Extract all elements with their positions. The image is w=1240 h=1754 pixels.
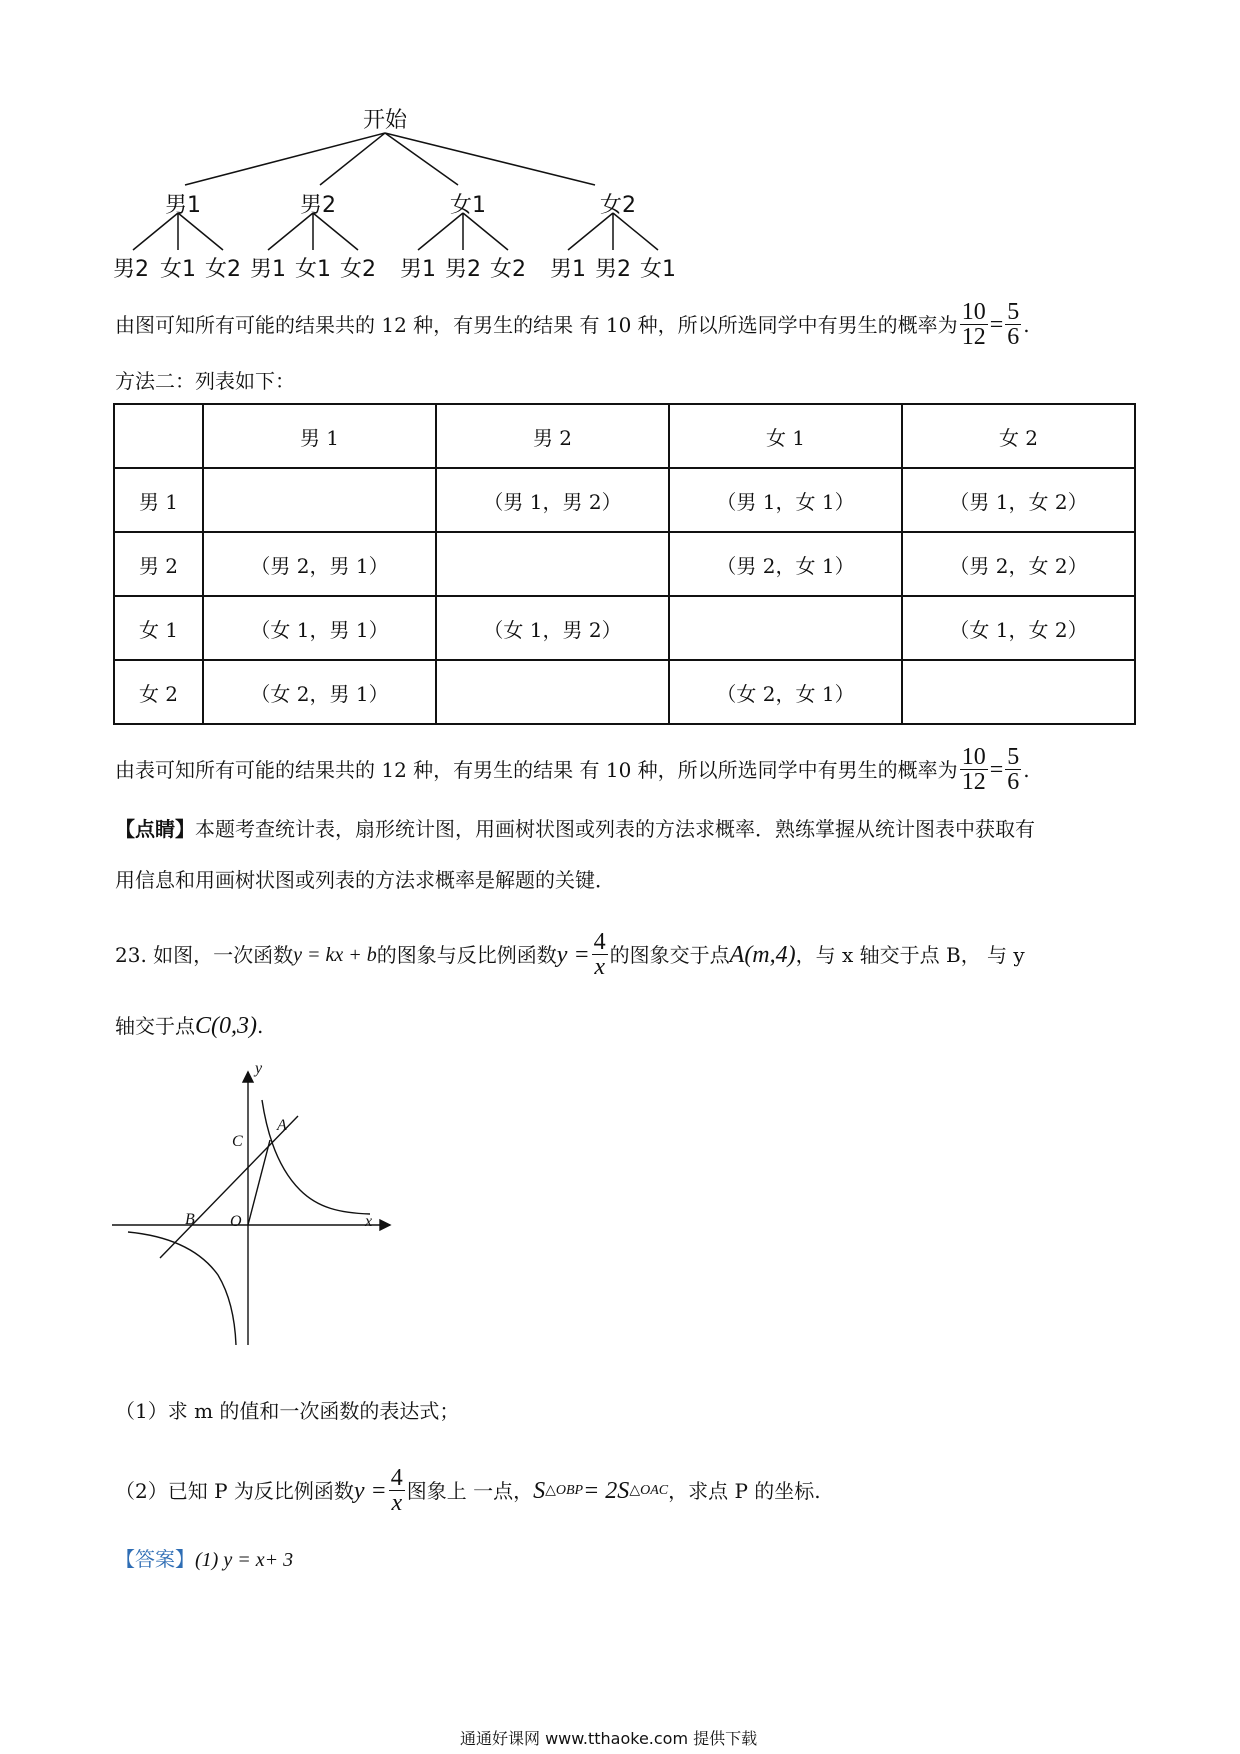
tree-node: 男2	[300, 193, 336, 218]
page-footer: 通通好课网 www.tthaoke.com 提供下载	[460, 1729, 758, 1748]
table-cell	[436, 660, 669, 724]
fraction-denominator: 6	[1007, 769, 1020, 795]
table-header-cell: 男 2	[436, 404, 669, 468]
tree-conclusion	[115, 300, 1030, 349]
question-23-line1	[115, 930, 1025, 979]
fraction-denominator: 6	[1007, 324, 1020, 350]
row-label: 女 2	[114, 660, 203, 724]
table-cell: （男 2，男 1）	[203, 532, 436, 596]
table-row	[114, 532, 1135, 596]
table-cell: （男 2，女 1）	[669, 532, 902, 596]
fraction-numerator: 5	[1007, 744, 1020, 770]
table-conclusion-text: 由表可知所有可能的结果共的 12 种，有男生的结果 有 10 种，所以所选同学中有男生的概率为	[115, 757, 958, 782]
table-cell: （女 2，女 1）	[669, 660, 902, 724]
q23-text: 的图象与反比例函数	[376, 942, 557, 967]
area-subscript: △OBP	[545, 1482, 584, 1498]
table-corner-cell	[114, 404, 203, 468]
tree-conclusion-text: 由图可知所有可能的结果共的 12 种，有男生的结果 有 10 种，所以所选同学中有男生的概率为	[115, 312, 958, 337]
equals-sign: =	[989, 311, 1004, 338]
row-label: 女 1	[114, 596, 203, 660]
fraction-numerator: 10	[961, 299, 986, 325]
table-header-cell: 女 2	[902, 404, 1135, 468]
q23-text: 23. 如图，一次函数	[115, 942, 294, 967]
x-axis-label: x	[365, 1213, 373, 1230]
tree-leaf: 男2	[113, 257, 149, 282]
y-equals: y =	[556, 941, 590, 968]
dianjing-text: 本题考查统计表，扇形统计图，用画树状图或列表的方法求概率．熟练掌握从统计图表中获取有	[195, 817, 1035, 841]
fraction-5-6	[1005, 745, 1021, 794]
q23-text: .	[257, 1014, 264, 1038]
table-cell: （男 1，男 2）	[436, 468, 669, 532]
table-header-row	[114, 404, 1135, 468]
point-b-label: B	[185, 1211, 195, 1228]
area-eq: = 2S	[583, 1477, 630, 1504]
fraction-5-6	[1005, 300, 1021, 349]
fraction-10-12	[960, 300, 988, 349]
dianjing-tag: 【点睛】	[115, 817, 195, 841]
tree-leaf: 男1	[250, 257, 286, 282]
tree-leaf: 男2	[595, 257, 631, 282]
tree-leaf: 女2	[490, 257, 526, 282]
tree-leaf: 女1	[295, 257, 331, 282]
fraction-4-over-x	[389, 1466, 405, 1515]
answer-tag: 【答案】	[115, 1547, 195, 1571]
tree-leaf: 女2	[205, 257, 241, 282]
fraction-denominator: 12	[961, 324, 986, 350]
period: .	[1023, 312, 1030, 337]
linear-function: y = kx + b	[293, 943, 377, 966]
table-cell: （女 1，男 1）	[203, 596, 436, 660]
tree-leaf: 女1	[640, 257, 676, 282]
dianjing-line2: 用信息和用画树状图或列表的方法求概率是解题的关键．	[115, 868, 615, 892]
y-equals: y =	[353, 1477, 387, 1504]
fraction-numerator: 4	[593, 929, 606, 955]
tree-leaf: 男2	[445, 257, 481, 282]
table-cell: （女 1，男 2）	[436, 596, 669, 660]
table-row	[114, 596, 1135, 660]
q23-text: 轴交于点	[115, 1014, 195, 1038]
tree-node: 男1	[165, 193, 201, 218]
area-s: S	[533, 1477, 546, 1504]
origin-label: O	[230, 1213, 242, 1230]
fraction-4-over-x	[592, 930, 608, 979]
fraction-denominator: 12	[961, 769, 986, 795]
table-cell: （男 1，女 2）	[902, 468, 1135, 532]
fraction-10-12	[960, 745, 988, 794]
table-header-cell: 女 1	[669, 404, 902, 468]
part2-text: ，求点 P 的坐标.	[668, 1478, 821, 1503]
table-cell: （女 1，女 2）	[902, 596, 1135, 660]
table-cell	[669, 596, 902, 660]
row-label: 男 2	[114, 532, 203, 596]
part2-text: （2）已知 P 为反比例函数	[115, 1478, 354, 1503]
coordinate-graph	[0, 1060, 420, 1350]
answer-line	[115, 1545, 293, 1574]
table-cell: （男 1，女 1）	[669, 468, 902, 532]
fraction-numerator: 10	[961, 744, 986, 770]
period: .	[1023, 757, 1030, 782]
table-cell: （男 2，女 2）	[902, 532, 1135, 596]
table-cell	[436, 532, 669, 596]
tree-leaf: 男1	[550, 257, 586, 282]
table-cell	[902, 660, 1135, 724]
point-c: C(0,3)	[195, 1013, 257, 1039]
table-conclusion	[115, 745, 1030, 794]
row-label: 男 1	[114, 468, 203, 532]
table-row	[114, 660, 1135, 724]
tree-node: 女2	[600, 193, 636, 218]
tree-leaf: 女2	[340, 257, 376, 282]
part2-text: 图象上 一点，	[406, 1478, 534, 1503]
y-axis-label: y	[255, 1060, 263, 1077]
table-cell: （女 2，男 1）	[203, 660, 436, 724]
fraction-denominator: x	[594, 954, 605, 980]
tree-leaf: 男1	[400, 257, 436, 282]
fraction-numerator: 4	[390, 1465, 403, 1491]
q23-text: ，与 x 轴交于点 B， 与 y	[795, 942, 1025, 967]
point-a: A(m,4)	[729, 941, 796, 968]
table-row	[114, 468, 1135, 532]
q23-text: 的图象交于点	[609, 942, 730, 967]
tree-root: 开始	[363, 108, 408, 133]
tree-node: 女1	[450, 193, 486, 218]
outcome-table	[113, 403, 1136, 725]
part-1: （1）求 m 的值和一次函数的表达式；	[115, 1399, 460, 1423]
equals-sign: =	[989, 756, 1004, 783]
tree-diagram	[0, 0, 1240, 290]
point-a-label: A	[277, 1117, 287, 1134]
answer-text: (1) y = x+ 3	[195, 1549, 294, 1571]
dianjing-line1	[115, 815, 1035, 843]
method2-heading: 方法二：列表如下：	[115, 369, 295, 393]
table-header-cell: 男 1	[203, 404, 436, 468]
question-23-line2	[115, 1012, 263, 1040]
tree-leaf: 女1	[160, 257, 196, 282]
table-cell	[203, 468, 436, 532]
area-subscript: △OAC	[629, 1482, 669, 1498]
fraction-denominator: x	[391, 1490, 403, 1516]
point-c-label: C	[232, 1133, 243, 1150]
fraction-numerator: 5	[1007, 299, 1020, 325]
part-2	[115, 1466, 821, 1515]
